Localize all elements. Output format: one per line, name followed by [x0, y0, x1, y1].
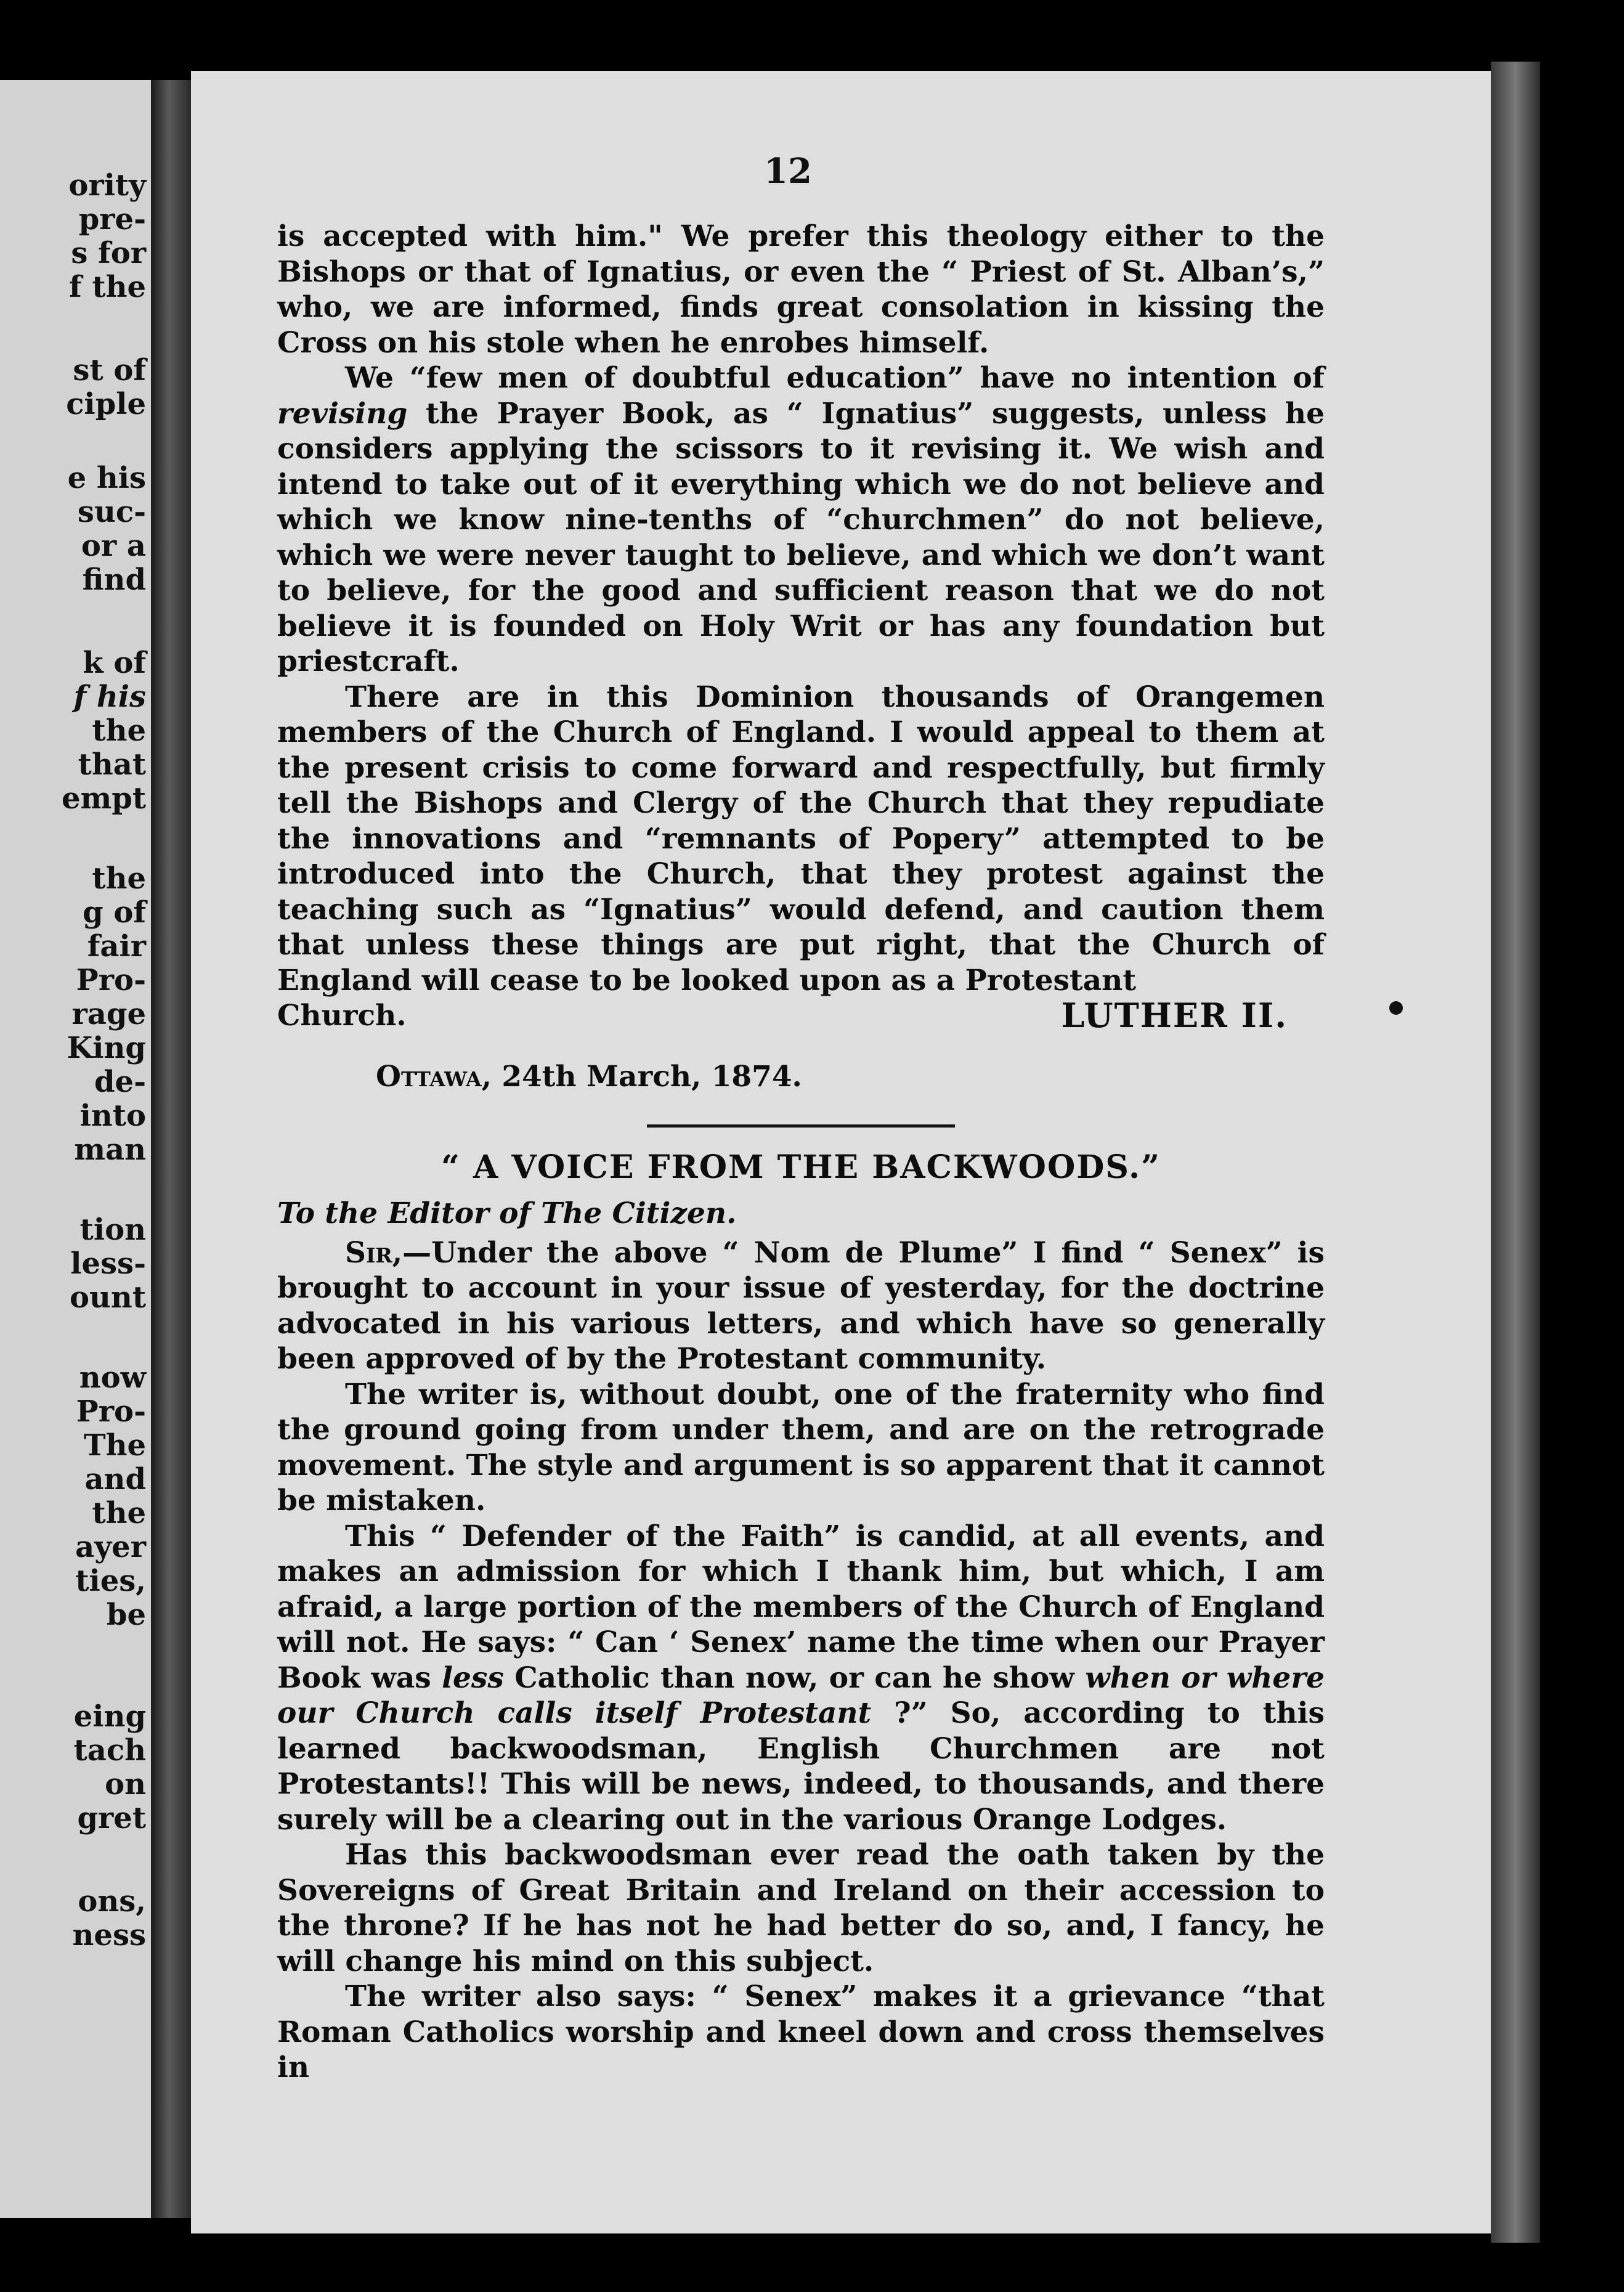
paragraph-text: This “ Defender of the Faith” is candid, at all events, and makes an admission for which I thank him, but which, I am afraid, a large portion of the members of the Church of England will not. He says: “ Can ‘ Senex’ name the time when our Prayer Book was — [277, 1519, 1325, 1695]
dateline — [376, 1059, 1325, 1095]
left-page-fragment: that — [78, 747, 146, 782]
left-page-fragment: g of — [83, 895, 146, 930]
dateline-place: Ottawa — [376, 1060, 482, 1094]
left-page-fragment: ons, — [78, 1884, 146, 1919]
page-body — [277, 219, 1325, 2086]
left-page-fragment: Pro- — [76, 963, 146, 998]
page-edge — [1491, 62, 1540, 2243]
left-page-fragment: now — [79, 1360, 146, 1395]
emphasis: when or where our Church calls itself Protestant — [277, 1660, 1325, 1730]
left-page-fragment: find — [82, 563, 146, 597]
left-page-fragment: ciple — [66, 387, 146, 421]
article-headline: “ A VOICE FROM THE BACKWOODS.” — [441, 1148, 1161, 1186]
salutation: Sir, — [345, 1235, 403, 1270]
paragraph: The writer also says: “ Senex” makes it a grievance “that Roman Catholics worship and kneel down and cross themselves in — [277, 1980, 1325, 2084]
left-page-fragment: suc- — [77, 495, 146, 529]
left-page-fragment: be — [106, 1598, 146, 1632]
left-page-fragment: ount — [70, 1280, 146, 1315]
dateline-date: , 24th March, 1874. — [481, 1060, 802, 1094]
left-page-fragment: less- — [70, 1246, 146, 1281]
left-page-fragment: ties, — [75, 1564, 146, 1598]
left-page-fragment: Pro- — [76, 1394, 146, 1429]
left-page-fragment: e his — [67, 461, 146, 495]
page-number: 12 — [764, 151, 812, 192]
left-page-fragment: ness — [72, 1918, 146, 1953]
left-page-fragment: into — [79, 1099, 146, 1133]
paragraph-text: Catholic than now, or can he show — [503, 1660, 1086, 1695]
left-facing-page — [0, 80, 151, 2218]
left-page-fragment: gret — [77, 1801, 146, 1835]
left-page-fragment: The — [83, 1428, 146, 1463]
left-page-fragment: tion — [79, 1213, 146, 1247]
left-page-fragment: tach — [73, 1733, 146, 1768]
paragraph — [277, 360, 1325, 680]
left-page-fragment: or a — [81, 529, 146, 563]
emphasis: less — [442, 1660, 504, 1695]
document-page — [191, 71, 1491, 2233]
left-page-fragment: rage — [71, 997, 146, 1031]
closing-word: Church. — [277, 999, 407, 1033]
left-page-fragment: the — [92, 861, 146, 896]
signature-row — [277, 998, 1325, 1033]
paragraph-text: ?” So, according to this learned backwoodsman, English Churchmen are not Protestants!! This will be news, indeed, to thousands, and there surely will be a clearing out in the various Orange Lodges. — [277, 1696, 1325, 1837]
left-page-fragment: f the — [69, 270, 146, 304]
paragraph-text: —Under the above “ Nom de Plume” I find “ Senex” is brought to account in your issue of yesterday, for the doctrine advocated in his various letters, and which have so generally been approved of by the Protestant community. — [277, 1235, 1325, 1376]
paragraph: is accepted with him." We prefer this theology either to the Bishops or that of Ignatius, or even the “ Priest of St. Alban’s,” who, we are informed, finds great consolation in kissing the Cross on his stole when he enrobes himself. — [277, 219, 1325, 360]
left-page-fragment: man — [74, 1132, 146, 1167]
left-page-fragment: King — [67, 1031, 146, 1065]
left-page-fragment: k of — [83, 646, 146, 680]
left-page-fragment: ayer — [75, 1530, 146, 1564]
left-page-fragment: and — [84, 1462, 146, 1497]
left-page-fragment: on — [105, 1767, 146, 1802]
section-divider — [647, 1124, 955, 1128]
left-page-fragment: de- — [94, 1065, 146, 1099]
paragraph-text: We “few men of doubtful education” have no intention of — [345, 361, 1325, 395]
left-page-fragment: eing — [73, 1699, 146, 1734]
paragraph: The writer is, without doubt, one of the fraternity who find the ground going from under them, and are on the retrograde movement. The style and argument is so apparent that it cannot be mistaken. — [277, 1377, 1325, 1518]
paragraph — [277, 1519, 1325, 1838]
book-gutter — [151, 80, 191, 2218]
left-page-fragment: pre- — [78, 202, 146, 237]
left-page-fragment: fair — [87, 929, 146, 964]
left-page-fragment: ority — [68, 168, 146, 203]
paragraph: There are in this Dominion thousands of Orangemen members of the Church of England. I would appeal to them at the present crisis to come forward and respectfully, but firmly tell the Bishops and Clergy of the Church that they repudiate the innovations and “remnants of Popery” attempted to be introduced into the Church, that they protest against the teaching such as “Ignatius” would defend, and caution them that unless these things are put right, that the Church of England will cease to be looked upon as a Protestant — [277, 680, 1325, 998]
left-page-fragment: s for — [71, 236, 146, 270]
paragraph: Has this backwoodsman ever read the oath taken by the Sovereigns of Great Britain and Ireland on their accession to the throne? If he has not he had better do so, and, I fancy, he will change his mind on this subject. — [277, 1838, 1325, 1978]
left-page-fragment: f his — [73, 680, 146, 714]
left-page-fragment: the — [92, 713, 146, 748]
salutation-address: To the Editor of The Citizen. — [277, 1197, 737, 1230]
left-page-fragment: empt — [61, 781, 146, 816]
signature: LUTHER II. — [1061, 996, 1288, 1035]
paragraph-text: the Prayer Book, as “ Ignatius” suggests, unless he considers applying the scissors to it revising it. We wish and intend to take out of it everything which we do not believe and which we know nine-tenths of “churchmen” do not believe, which we were never taught to believe, and which we don’t want to believe, for the good and sufficient reason that we do not believe it is founded on Holy Writ or has any foundation but priestcraft. — [277, 396, 1325, 678]
paragraph — [277, 1235, 1325, 1377]
left-page-fragment: st of — [73, 353, 146, 388]
ink-speck — [1389, 1001, 1403, 1015]
left-page-fragment: the — [92, 1496, 146, 1530]
emphasis: revising — [277, 396, 408, 431]
